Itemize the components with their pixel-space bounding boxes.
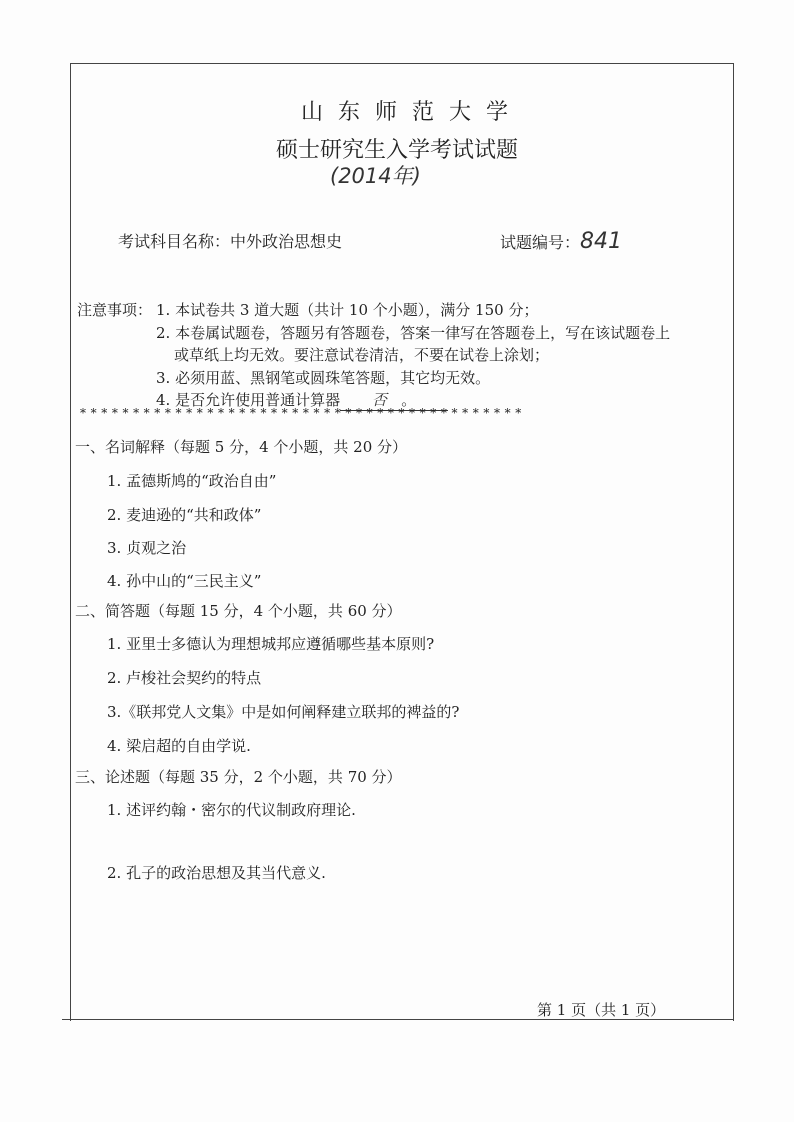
question: 4. 梁启超的自由学说. (107, 737, 251, 755)
university-name: 山 东 师 范 大 学 (301, 100, 512, 125)
note-item-text: 4. 是否允许使用普通计算器 (156, 391, 341, 409)
question: 2. 卢梭社会契约的特点 (107, 669, 262, 687)
code-row (500, 229, 622, 254)
code-label: 试题编号： (500, 233, 581, 252)
section-heading: 一、名词解释（每题 5 分，4 个小题，共 20 分） (75, 438, 408, 456)
subject-row (118, 229, 342, 252)
question: 3.《联邦党人文集》中是如何阐释建立联邦的裨益的? (107, 703, 460, 721)
handwritten-year: (2014年) (330, 164, 421, 188)
question: 2. 麦迪逊的“共和政体” (107, 506, 262, 524)
question: 1. 述评约翰・密尔的代议制政府理论. (107, 801, 356, 819)
section-heading: 二、简答题（每题 15 分，4 个小题，共 60 分） (75, 602, 402, 620)
question: 4. 孙中山的“三民主义” (107, 572, 262, 590)
note-item-cont: 或草纸上均无效。要注意试卷清洁，不要在试卷上涂划； (174, 346, 550, 364)
page-footer: 第 1 页（共 1 页） (537, 1001, 666, 1019)
subject-label: 考试科目名称： (118, 232, 231, 251)
period: 。 (401, 391, 417, 409)
code-value: 841 (580, 229, 623, 254)
calculator-answer: 否 (371, 391, 387, 409)
section-heading: 三、论述题（每题 35 分，2 个小题，共 70 分） (75, 768, 402, 786)
note-item: 3. 必须用蓝、黑钢笔或圆珠笔答题，其它均无效。 (156, 369, 491, 387)
notes-label: 注意事项： (77, 301, 153, 319)
note-item: 2. 本卷属试题卷，答题另有答题卷，答案一律写在答题卷上，写在该试题卷上 (156, 324, 671, 342)
subject-value: 中外政治思想史 (230, 232, 343, 251)
note-item: 1. 本试卷共 3 道大题（共计 10 个小题），满分 150 分； (156, 301, 539, 319)
question: 2. 孔子的政治思想及其当代意义. (107, 864, 326, 882)
question: 3. 贞观之治 (107, 539, 187, 557)
question: 1. 亚里士多德认为理想城邦应遵循哪些基本原则? (107, 635, 435, 653)
exam-title: 硕士研究生入学考试试题 (276, 138, 519, 163)
separator-stars: * * * * * * * * * * * * * * * * * * * * * * * * * * * * * * * * * * * * * * * * * * (80, 406, 522, 420)
question: 1. 孟德斯鸠的“政治自由” (107, 472, 277, 490)
